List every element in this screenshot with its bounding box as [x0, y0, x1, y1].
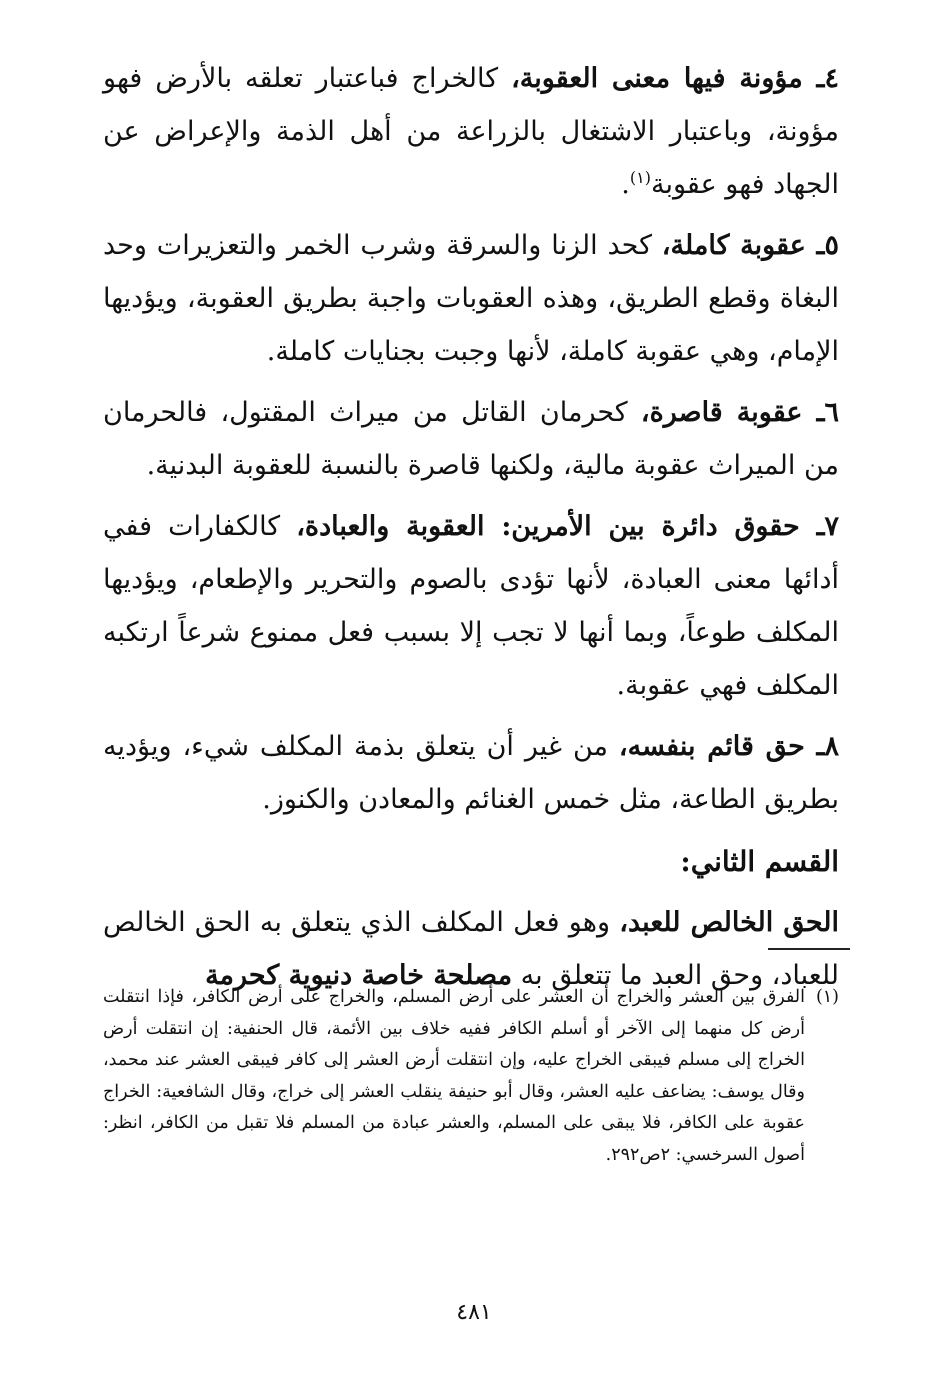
page-body	[103, 52, 839, 1010]
paragraph-emphasis: مصلحة خاصة دنيوية كحرمة	[205, 960, 513, 991]
paragraph-lead: ٦ـ عقوبة قاصرة،	[640, 397, 839, 428]
footnote-item	[103, 982, 839, 1171]
paragraph-lead: ٥ـ عقوبة كاملة،	[661, 230, 839, 261]
paragraph-lead: الحق الخالص للعبد،	[619, 907, 840, 938]
paragraph-lead: ٧ـ حقوق دائرة بين الأمرين:	[501, 511, 839, 542]
paragraph-item-4	[103, 52, 839, 211]
section-heading: القسم الثاني:	[680, 845, 839, 878]
paragraph-item-7	[103, 500, 839, 712]
footnote-number: (١)	[815, 987, 839, 1007]
paragraph-item-5	[103, 219, 839, 378]
paragraph-lead: ٤ـ مؤونة فيها معنى العقوبة،	[511, 63, 839, 94]
paragraph-text: كحرمان القاتل من ميراث المقتول، فالحرمان من الميراث عقوبة مالية، ولكنها قاصرة بالنسبة للعقوبة البدنية.	[103, 397, 839, 481]
paragraph-item-6	[103, 386, 839, 492]
footnote-reference[interactable]: (١)	[629, 168, 651, 187]
paragraph-text: كالخراج فباعتبار تعلقه بالأرض فهو مؤونة، وباعتبار الاشتغال بالزراعة من أهل الذمة والإعراض عن الجهاد فهو عقوبة	[103, 63, 839, 200]
paragraph-tail: .	[621, 169, 630, 200]
page-number: ٤٨١	[456, 1300, 492, 1325]
paragraph-text: كالكفارات ففي أدائها معنى العبادة، لأنها تؤدى بالصوم والتحرير والإطعام، ويؤديها المكلف طوعاً، وبما أنها لا تجب إلا بسبب فعل ممنوع شرعاً ارتكبه المكلف فهي عقوبة.	[103, 511, 839, 701]
paragraph-lead: ٨ـ حق قائم بنفسه،	[618, 731, 839, 762]
paragraph-item-8	[103, 720, 839, 826]
paragraph-emphasis: العقوبة والعبادة،	[296, 511, 502, 542]
paragraph-text: وهو فعل المكلف الذي يتعلق به الحق الخالص للعباد، وحق العبد ما تتعلق به	[103, 907, 839, 991]
footnote-text: الفرق بين العشر والخراج أن العشر على أرض المسلم، والخراج على أرض الكافر، فإذا انتقلت أرض كل منهما إلى الآخر أو أسلم الكافر ففيه خلاف بين الأئمة، قال الحنفية: إن انتقلت أرض الخراج إلى مسلم فيبقى الخراج عليه، وإن انتقلت أرض العشر إلى كافر فيبقى العشر عند محمد، وقال يوسف: يضاعف عليه العشر، وقال أبو حنيفة ينقلب العشر إلى خراج، وقال الشافعية: الخراج عقوبة على الكافر، فلا يبقى على المسلم، والعشر عبادة من المسلم فلا تقبل من الكافر، انظر: أصول السرخسي: ٢ص٢٩٢.	[103, 987, 805, 1165]
paragraph-text: كحد الزنا والسرقة وشرب الخمر والتعزيرات وحد البغاة وقطع الطريق، وهذه العقوبات واجبة بطريق العقوبة، ويؤديها الإمام، وهي عقوبة كاملة، لأنها وجبت بجنايات كاملة.	[103, 230, 839, 367]
footnote-divider	[768, 948, 850, 950]
footnotes-area	[103, 982, 839, 1171]
paragraph-text: من غير أن يتعلق بذمة المكلف شيء، ويؤديه بطريق الطاعة، مثل خمس الغنائم والمعادن والكنوز.	[103, 731, 839, 815]
